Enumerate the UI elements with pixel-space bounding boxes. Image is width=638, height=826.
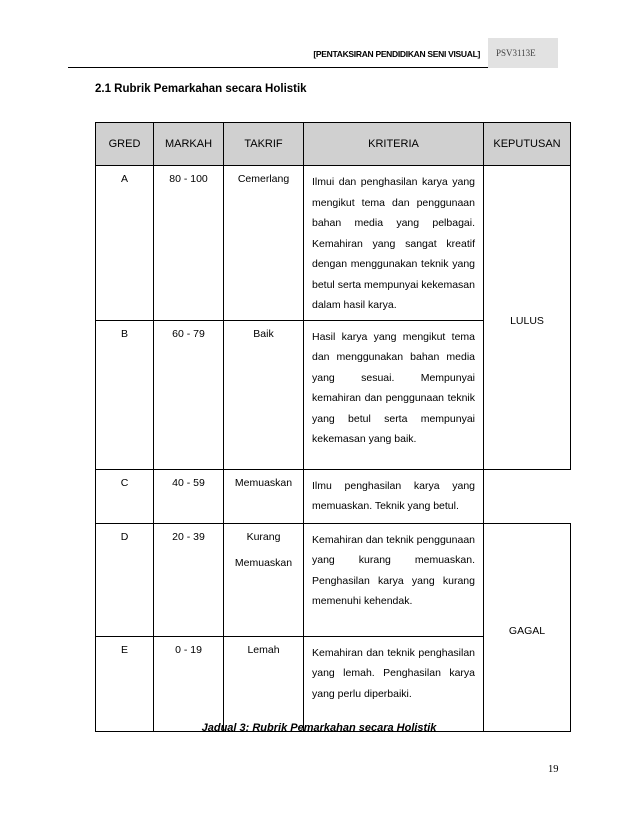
- header-takrif: TAKRIF: [224, 123, 304, 166]
- cell-takrif: Memuaskan: [224, 469, 304, 523]
- cell-takrif: Lemah: [224, 636, 304, 731]
- cell-keputusan-gagal: GAGAL: [484, 523, 571, 731]
- header-course-code-text: PSV3113E: [496, 48, 536, 58]
- cell-takrif: Cemerlang: [224, 166, 304, 321]
- header-title: [PENTAKSIRAN PENDIDIKAN SENI VISUAL]: [313, 49, 480, 59]
- cell-takrif: [224, 523, 304, 636]
- cell-takrif: Baik: [224, 320, 304, 469]
- cell-markah: 80 - 100: [154, 166, 224, 321]
- cell-kriteria: Ilmu penghasilan karya yang memuaskan. Teknik yang betul.: [304, 469, 484, 523]
- header-course-code: [488, 38, 558, 68]
- table-row: [96, 469, 571, 523]
- cell-gred: C: [96, 469, 154, 523]
- cell-gred: B: [96, 320, 154, 469]
- cell-markah: 40 - 59: [154, 469, 224, 523]
- cell-markah: 60 - 79: [154, 320, 224, 469]
- header-markah: MARKAH: [154, 123, 224, 166]
- cell-kriteria: Kemahiran dan teknik penggunaan yang kurang memuaskan. Penghasilan karya yang kurang memenuhi kehendak.: [304, 523, 484, 636]
- cell-gred: E: [96, 636, 154, 731]
- cell-kriteria: Ilmui dan penghasilan karya yang mengikut tema dan penggunaan bahan media yang pelbagai. Kemahiran yang sangat kreatif dengan menggunakan teknik yang betul serta mempunyai kekemasan dalam hasil karya.: [304, 166, 484, 321]
- cell-gred: A: [96, 166, 154, 321]
- cell-markah: 20 - 39: [154, 523, 224, 636]
- cell-gred: D: [96, 523, 154, 636]
- table-caption: Jadual 3: Rubrik Pemarkahan secara Holistik: [201, 722, 437, 734]
- header-rule: [68, 67, 558, 68]
- table-row: [96, 166, 571, 321]
- header-keputusan: KEPUTUSAN: [484, 123, 571, 166]
- page-number: 19: [548, 764, 559, 775]
- page-header: [68, 38, 558, 68]
- header-gred: GRED: [96, 123, 154, 166]
- table-header-row: [96, 123, 571, 166]
- table-row: [96, 523, 571, 636]
- takrif-line-2: Memuaskan: [234, 556, 293, 569]
- takrif-line-1: Kurang: [246, 530, 281, 543]
- section-title: 2.1 Rubrik Pemarkahan secara Holistik: [95, 83, 307, 95]
- rubric-table: [95, 122, 571, 732]
- cell-kriteria: Hasil karya yang mengikut tema dan menggunakan bahan media yang sesuai. Mempunyai kemahiran dan penggunaan teknik yang betul serta mempunyai kekemasan yang baik.: [304, 320, 484, 469]
- cell-keputusan-lulus: LULUS: [484, 166, 571, 470]
- cell-markah: 0 - 19: [154, 636, 224, 731]
- header-kriteria: KRITERIA: [304, 123, 484, 166]
- cell-kriteria: Kemahiran dan teknik penghasilan yang lemah. Penghasilan karya yang perlu diperbaiki.: [304, 636, 484, 731]
